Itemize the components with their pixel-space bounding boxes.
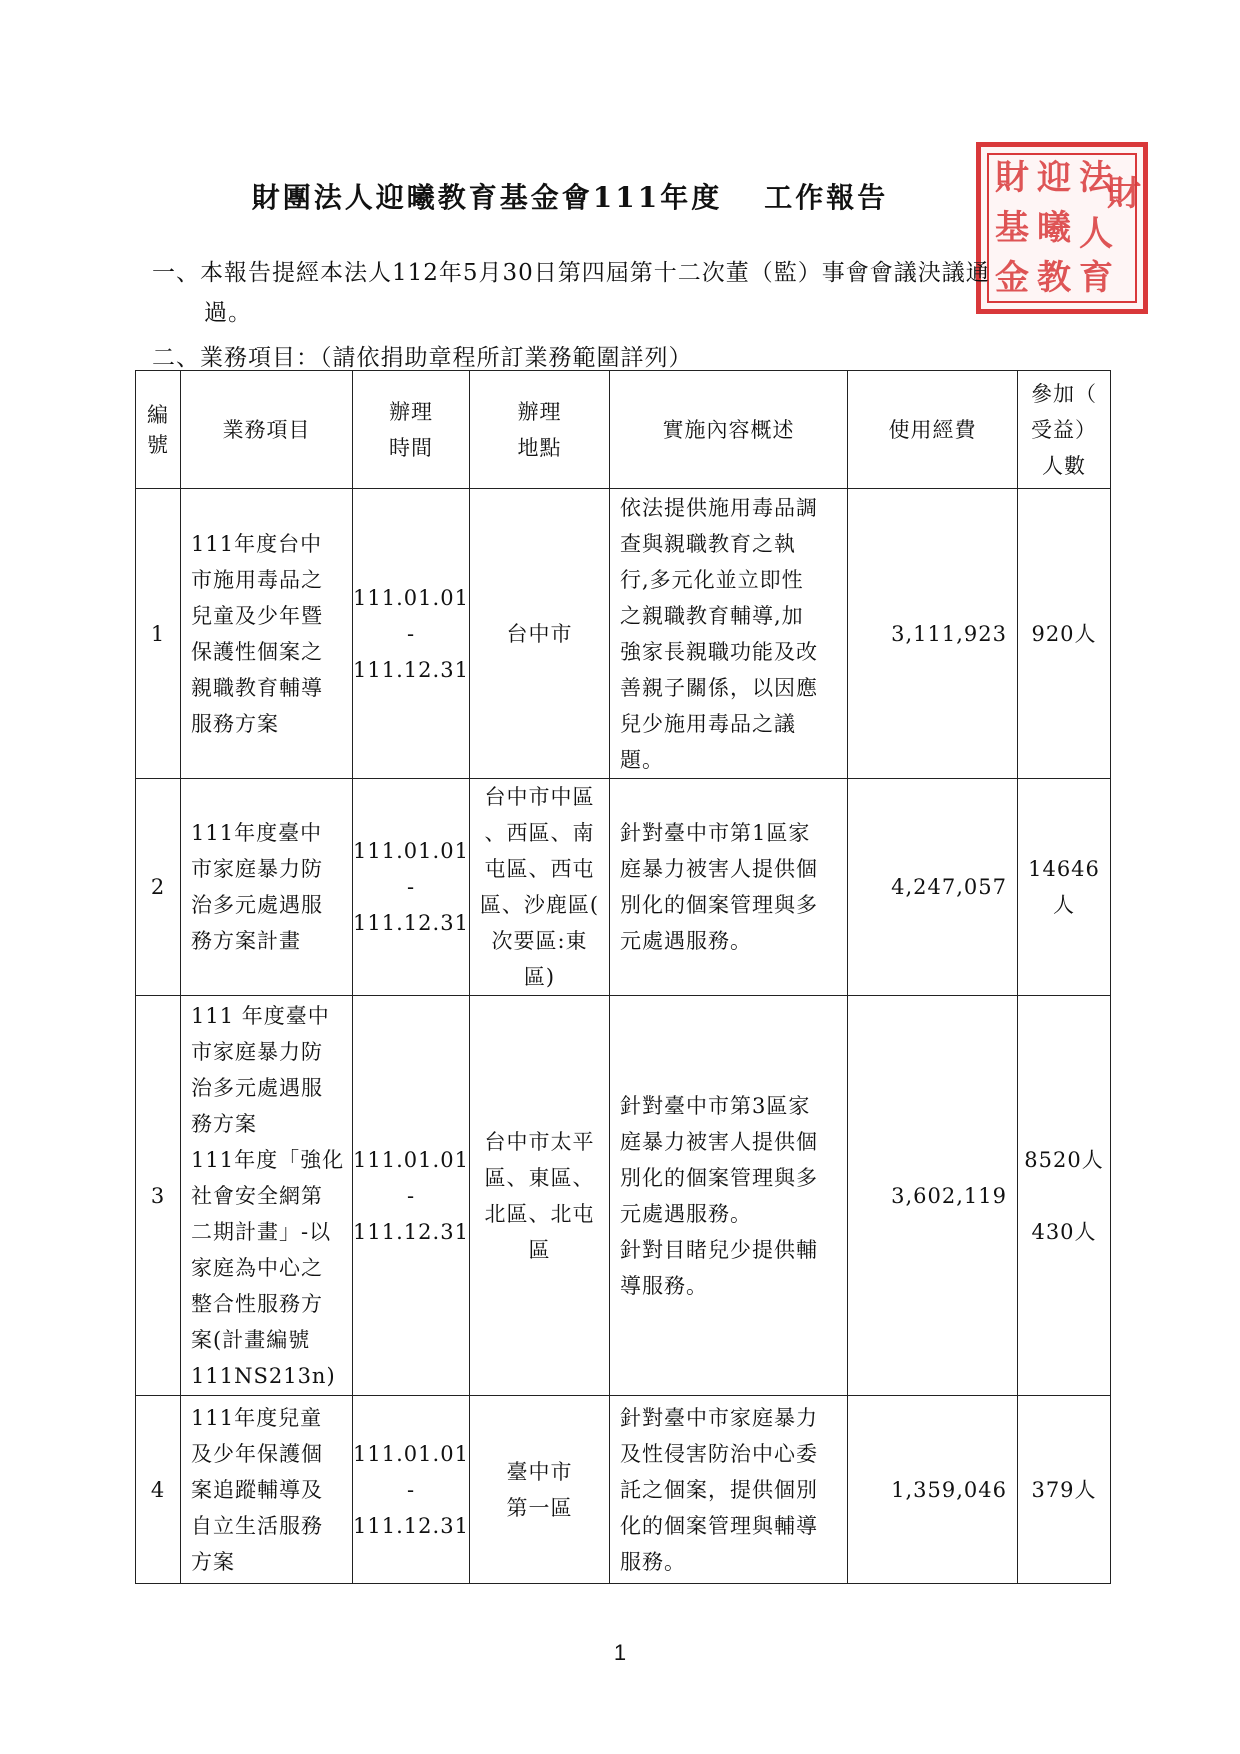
row-people: 920人 [1018, 489, 1111, 779]
table-header-row [136, 371, 1111, 489]
row-no: 4 [136, 1396, 181, 1584]
row-place: 臺中市 第一區 [470, 1396, 610, 1584]
row-time: 111.01.01 - 111.12.31 [353, 779, 470, 996]
header-item: 業務項目 [181, 371, 353, 489]
header-time: 辦理 時間 [353, 371, 470, 489]
official-seal: 財 迎 法 財 基 曦 人 金 教 育 [976, 142, 1148, 314]
header-content: 實施內容概述 [610, 371, 848, 489]
report-title [150, 176, 990, 216]
row-people: 379人 [1018, 1396, 1111, 1584]
row-no: 1 [136, 489, 181, 779]
row-time: 111.01.01 - 111.12.31 [353, 996, 470, 1396]
row-item: 111年度台中 市施用毒品之 兒童及少年暨 保護性個案之 親職教育輔導 服務方案 [181, 489, 353, 779]
row-budget: 3,111,923 [848, 489, 1018, 779]
page-number: 1 [613, 1640, 627, 1665]
header-people: 參加（ 受益） 人數 [1018, 371, 1111, 489]
report-approval-line: 一、本報告提經本法人112年5月30日第四屆第十二次董（監）事會會議決議通 [152, 260, 990, 286]
row-budget: 4,247,057 [848, 779, 1018, 996]
title-org: 財團法人迎曦教育基金會111年度 [251, 181, 723, 214]
row-place: 台中市太平 區、東區、 北區、北屯 區 [470, 996, 610, 1396]
header-budget: 使用經費 [848, 371, 1018, 489]
row-no: 3 [136, 996, 181, 1396]
row-place: 台中市 [470, 489, 610, 779]
row-item: 111年度兒童 及少年保護個 案追蹤輔導及 自立生活服務 方案 [181, 1396, 353, 1584]
row-no: 2 [136, 779, 181, 996]
row-budget: 3,602,119 [848, 996, 1018, 1396]
row-time: 111.01.01 - 111.12.31 [353, 489, 470, 779]
row-content: 依法提供施用毒品調 查與親職教育之執 行,多元化並立即性 之親職教育輔導,加 強家長親職功能及改 善親子關係，以因應 兒少施用毒品之議 題。 [610, 489, 848, 779]
row-people: 8520人 430人 [1018, 996, 1111, 1396]
row-budget: 1,359,046 [848, 1396, 1018, 1584]
row-content: 針對臺中市第3區家 庭暴力被害人提供個 別化的個案管理與多 元處遇服務。 針對目睹兒少提供輔 導服務。 [610, 996, 848, 1396]
title-report: 工作報告 [764, 181, 889, 214]
row-place: 台中市中區 、西區、南 屯區、西屯 區、沙鹿區( 次要區:東 區) [470, 779, 610, 996]
business-items-table [135, 370, 1111, 1584]
header-place: 辦理 地點 [470, 371, 610, 489]
table-row [136, 489, 1111, 779]
row-item: 111 年度臺中 市家庭暴力防 治多元處遇服 務方案 111年度「強化 社會安全網第 二期計畫」-以 家庭為中心之 整合性服務方 案(計畫編號 111NS213n) [181, 996, 353, 1396]
business-items-heading: 二、業務項目：（請依捐助章程所訂業務範圍詳列） [152, 345, 693, 371]
row-content: 針對臺中市家庭暴力 及性侵害防治中心委 託之個案，提供個別 化的個案管理與輔導 服務。 [610, 1396, 848, 1584]
table-row [136, 779, 1111, 996]
row-content: 針對臺中市第1區家 庭暴力被害人提供個 別化的個案管理與多 元處遇服務。 [610, 779, 848, 996]
table-row [136, 1396, 1111, 1584]
report-approval-line-cont: 過。 [204, 300, 252, 326]
row-item: 111年度臺中 市家庭暴力防 治多元處遇服 務方案計畫 [181, 779, 353, 996]
header-no: 編 號 [147, 402, 169, 457]
row-people: 14646 人 [1018, 779, 1111, 996]
row-time: 111.01.01 - 111.12.31 [353, 1396, 470, 1584]
table-row [136, 996, 1111, 1396]
